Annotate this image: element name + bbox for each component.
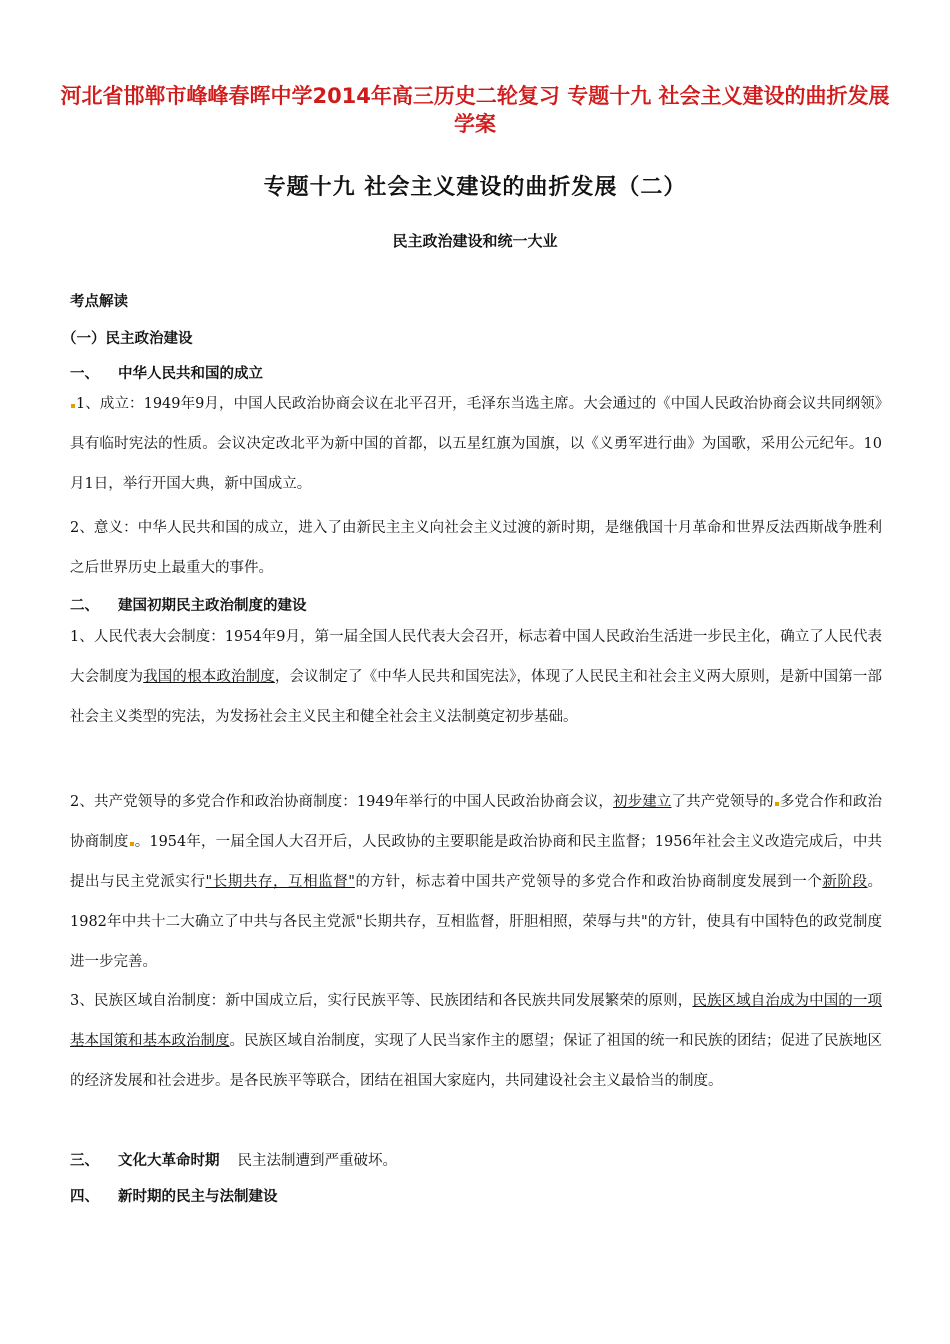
document-title: 河北省邯郸市峰峰春晖中学2014年高三历史二轮复习 专题十九 社会主义建设的曲折发展学案: [60, 84, 890, 136]
part-heading: （一）民主政治建设: [62, 331, 193, 347]
autonomy-text-a: 3、民族区域自治制度：新中国成立后，实行民族平等、民族团结和各民族共同发展繁荣的原则，: [70, 993, 693, 1009]
section-3-heading: [70, 1149, 397, 1170]
subtitle: 民主政治建设和统一大业: [392, 232, 558, 250]
multiparty-text-e: 的方针，标志着中国共产党领导的多党合作和政治协商制度发展到一个: [354, 874, 823, 890]
highlight-mark: [775, 802, 779, 806]
section-3-tail: 民主法制遭到严重破坏。: [237, 1153, 397, 1169]
section-label: 考点解读: [70, 294, 128, 310]
section-2-number: 二、: [70, 598, 99, 614]
highlight-mark: [130, 842, 134, 846]
paragraph-significance: 2、意义：中华人民共和国的成立，进入了由新民主主义向社会主义过渡的新时期，是继俄国十月革命和世界反法西斯战争胜利之后世界历史上最重大的事件。: [70, 520, 882, 576]
section-4-number: 四、: [70, 1189, 99, 1205]
paragraph-founding: [70, 384, 882, 504]
multiparty-text-a: 2、共产党领导的多党合作和政治协商制度：1949年举行的中国人民政治协商会议，: [70, 794, 614, 810]
paragraph-multiparty-system: [70, 782, 882, 982]
autonomy-underlined: 民族区域自治成为中国的一项基本国策和基本政治制度: [70, 993, 882, 1049]
section-4-title: 新时期的民主与法制建设: [118, 1189, 278, 1205]
npc-text-b: ，会议制定了《中华人民共和国宪法》，体现了人民民主和社会主义两大原则，是新中国第一部社会主义类型的宪法，为发扬社会主义民主和健全社会主义法制奠定初步基础。: [70, 669, 883, 725]
paragraph-founding-text: 1949年9月，中国人民政治协商会议在北平召开，毛泽东当选主席。大会通过的《中国人民政治协商会议共同纲领》具有临时宪法的性质。会议决定改北平为新中国的首都，以五星红旗为国旗，以《义勇军进行曲》为国歌，采用公元纪年。10月1日，举行开国大典，新中国成立。: [70, 396, 882, 492]
section-2-title: 建国初期民主政治制度的建设: [118, 598, 307, 614]
section-1-title: 中华人民共和国的成立: [118, 366, 263, 382]
section-4-heading: [70, 1185, 278, 1206]
npc-underlined: 我国的根本政治制度: [143, 669, 275, 685]
paragraph-founding-prefix: 1、成立：: [76, 396, 144, 412]
section-1-number: 一、: [70, 366, 99, 382]
multiparty-text-f: 。1982年中共十二大确立了中共与各民主党派"长期共存，互相监督，肝胆相照，荣辱与共"的方针，使具有中国特色的政党制度进一步完善。: [70, 874, 883, 970]
npc-text-a: 1、人民代表大会制度：1954年9月，第一届全国人民代表大会召开，标志着中国人民政治生活进一步民主化，确立了人民代表大会制度为: [70, 629, 882, 685]
paragraph-npc-system: [70, 617, 882, 737]
multiparty-text-d: 。1954年，一届全国人大召开后，人民政协的主要职能是政治协商和民主监督；1956年社会主义改造完成后，中共提出与民主党派实行: [70, 834, 883, 890]
multiparty-text-c: 多党合作和政治协商制度: [70, 794, 883, 850]
section-3-number: 三、: [70, 1153, 99, 1169]
section-1-heading: [70, 362, 263, 383]
topic-heading: 专题十九 社会主义建设的曲折发展（二）: [263, 175, 687, 200]
paragraph-ethnic-autonomy: [70, 981, 882, 1101]
multiparty-text-b: 了共产党领导的: [671, 794, 774, 810]
section-3-title: 文化大革命时期: [118, 1153, 220, 1169]
section-2-heading: [70, 594, 307, 615]
autonomy-text-b: 。民族区域自治制度，实现了人民当家作主的愿望；保证了祖国的统一和民族的团结；促进了民族地区的经济发展和社会进步。是各民族平等联合，团结在祖国大家庭内，共同建设社会主义最恰当的制度。: [70, 1033, 882, 1089]
multiparty-underlined-3: 新阶段: [822, 874, 868, 890]
multiparty-underlined-2: "长期共存，互相监督": [205, 874, 355, 890]
multiparty-underlined-1: 初步建立: [613, 794, 672, 810]
highlight-mark: [71, 404, 75, 408]
